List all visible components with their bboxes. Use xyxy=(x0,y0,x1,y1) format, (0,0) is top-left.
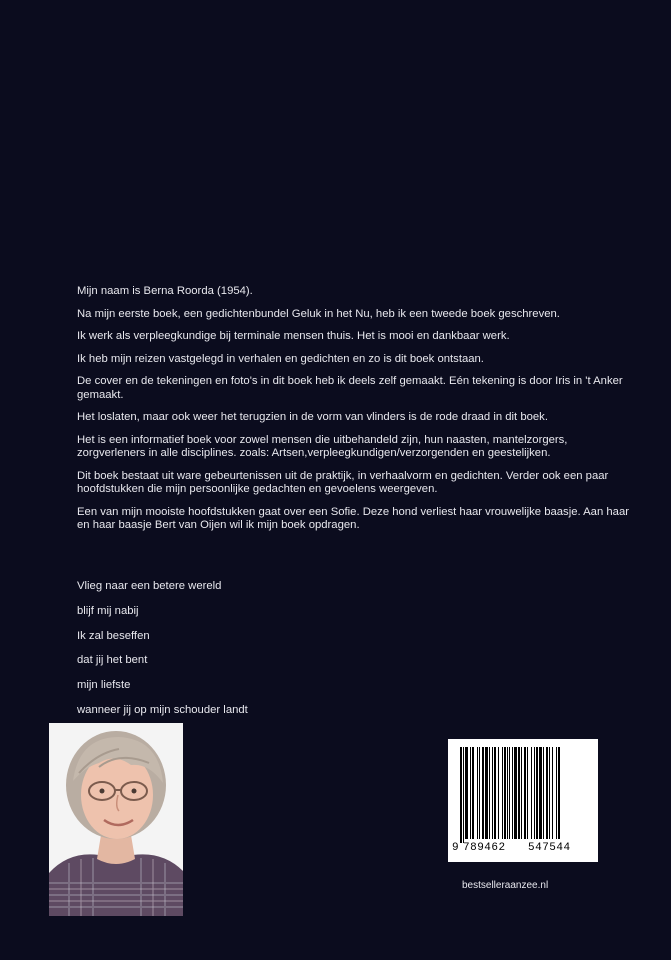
barcode-bar xyxy=(502,747,503,839)
barcode-bar xyxy=(498,747,499,839)
blurb-paragraph: Ik werk als verpleegkundige bij terminale mensen thuis. Het is mooi en dankbaar werk. xyxy=(77,330,510,342)
barcode-bar xyxy=(470,747,471,839)
author-blurb xyxy=(77,285,632,542)
blurb-paragraph: De cover en de tekeningen en foto's in dit boek heb ik deels zelf gemaakt. Eén tekening is door Iris in 't Anker gemaakt. xyxy=(77,375,623,401)
barcode-bar xyxy=(509,747,510,839)
barcode-bar xyxy=(494,747,496,839)
barcode-bar xyxy=(536,747,538,839)
blurb-paragraph: Het loslaten, maar ook weer het terugzien in de vorm van vlinders is de rode draad in dit boek. xyxy=(77,411,548,423)
barcode-bar xyxy=(472,747,474,839)
poem-line: Vlieg naar een betere wereld xyxy=(77,580,222,592)
barcode-bar xyxy=(518,747,520,839)
barcode-bar xyxy=(482,747,484,839)
barcode-bar xyxy=(465,747,468,839)
barcode-bar xyxy=(463,747,464,843)
poem-line: mijn liefste xyxy=(77,679,131,692)
barcode-bar xyxy=(521,747,522,839)
barcode-bar xyxy=(527,747,528,839)
poem-line: Ik zal beseffen xyxy=(77,629,150,642)
barcode-bar xyxy=(543,747,544,839)
poem xyxy=(77,580,437,729)
author-photo xyxy=(49,723,183,916)
barcode-bar xyxy=(552,747,553,839)
poem-line: wanneer jij op mijn schouder landt xyxy=(77,703,248,716)
blurb-paragraph: Een van mijn mooiste hoofdstukken gaat over een Sofie. Deze hond verliest haar vrouwelijke baasje. Aan haar en haar baasje Bert van Oijen wil ik mijn boek opdragen. xyxy=(77,505,629,531)
barcode-bar xyxy=(512,747,513,839)
barcode-bar xyxy=(477,747,478,839)
barcode-bar xyxy=(558,747,560,839)
isbn-digit-lead: 9 xyxy=(452,842,459,854)
isbn-barcode xyxy=(448,739,598,862)
blurb-paragraph: Mijn naam is Berna Roorda (1954). xyxy=(77,285,253,297)
barcode-bar xyxy=(549,747,550,839)
isbn-digits-right: 547544 xyxy=(528,842,571,854)
barcode-bar xyxy=(485,747,488,839)
blurb-paragraph: Na mijn eerste boek, een gedichtenbundel Geluk in het Nu, heb ik een tweede boek geschreven. xyxy=(77,307,560,320)
barcode-bar xyxy=(524,747,526,839)
blurb-paragraph: Het is een informatief boek voor zowel mensen die uitbehandeld zijn, hun naasten, mantelzorgers, zorgverleners in alle disciplines. zoals: Artsen,verpleegkundigen/verzorgenden en geestelijken. xyxy=(77,433,568,459)
barcode-bar xyxy=(514,747,517,839)
publisher-url: bestselleraanzee.nl xyxy=(462,880,549,891)
barcode-bar xyxy=(556,747,557,839)
poem-line: dat jij het bent xyxy=(77,654,148,667)
blurb-paragraph: Ik heb mijn reizen vastgelegd in verhalen en gedichten en zo is dit boek ontstaan. xyxy=(77,352,484,365)
barcode-bar xyxy=(539,747,542,839)
isbn-digits-left: 789462 xyxy=(463,842,506,854)
author-portrait-image xyxy=(49,723,183,916)
barcode-bar xyxy=(489,747,490,839)
barcode-bar xyxy=(479,747,480,839)
barcode-bar xyxy=(546,747,548,839)
barcode-bar xyxy=(531,747,532,839)
barcode-bar xyxy=(534,747,535,839)
barcode-bar xyxy=(504,747,506,839)
barcode-bar xyxy=(507,747,508,839)
blurb-paragraph: Dit boek bestaat uit ware gebeurtenissen uit de praktijk, in verhaalvorm en gedichten. Verder ook een paar hoofdstukken die mijn persoonlijke gedachten en gevoelens weergeven. xyxy=(77,469,609,495)
barcode-bar xyxy=(492,747,493,839)
barcode-bar xyxy=(460,747,462,843)
poem-line: blijf mij nabij xyxy=(77,604,139,617)
